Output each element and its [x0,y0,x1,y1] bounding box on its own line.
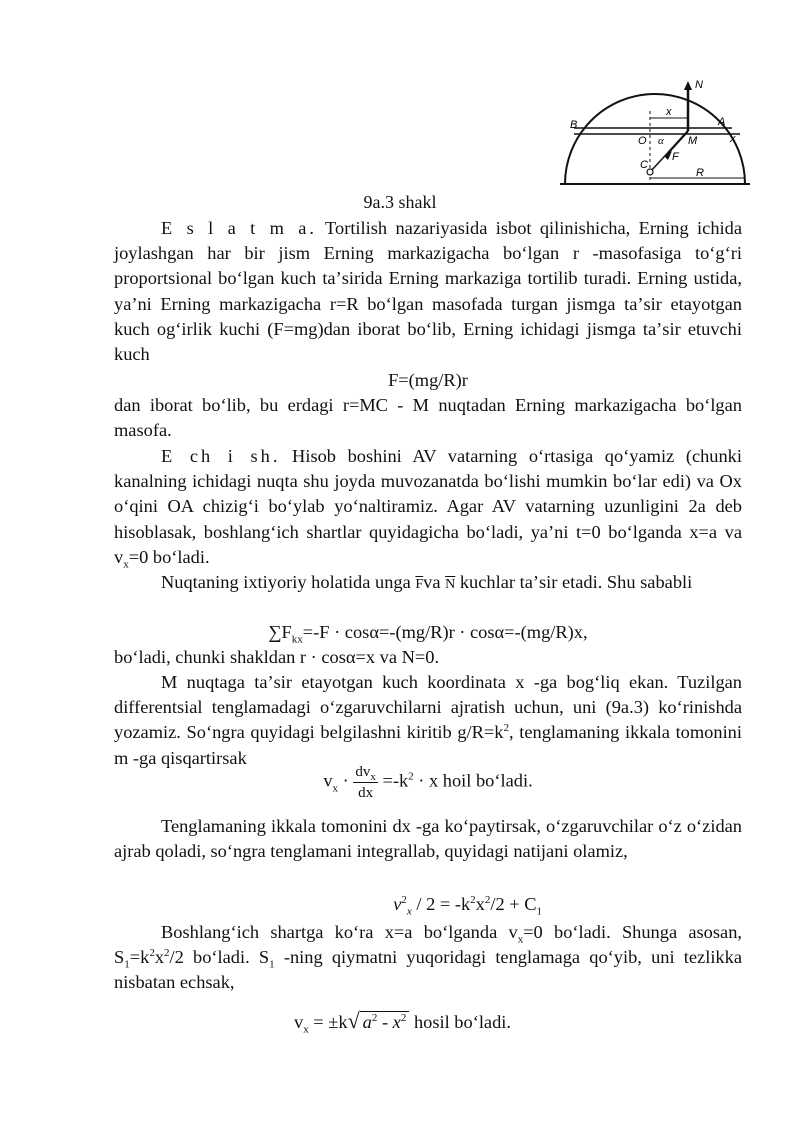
forces-a: Nuqtaning ixtiyoriy holatida unga [161,572,416,592]
formula-4 [114,892,742,917]
initial-sup2: 2 [164,947,170,960]
M-paragraph [114,670,742,771]
formula5-minus: - [377,1012,393,1032]
earth-tunnel-figure [560,76,750,186]
initial-c: =k [129,947,150,968]
formula-2 [114,620,742,645]
formula5-v: v [294,1012,304,1032]
M-a: M nuqtaga taʼsir etayotgan kuch koordinata x -ga bogʻliq ekan. Tuzilgan differentsial tenglamadagi oʻzgaruvchilarni ajratish uchun, uni (9a.3) koʻrinishda yozamiz. Soʻngra quyidagi belgilashni kiritib g/R=k [114,672,742,743]
forces-paragraph [114,570,742,597]
formula3-num-sub: x [370,771,376,783]
para-after-formula1-text: dan iborat boʻlib, bu erdagi r=MC - M nuqtadan Erning markazigacha boʻlgan masofa. [114,395,742,441]
label-C: C [640,159,648,171]
formula4-sup3: 2 [484,893,491,906]
initial-f: -ning qiymatni yuqoridagi tenglamaga qoʻyib, uni tezlikka nisbatan echsak, [114,947,742,993]
formula3-den: dx [358,785,374,801]
formula-1: F=(mg/R)r [388,370,468,390]
formula4-sup: 2 [401,893,407,906]
label-B: B [570,119,578,131]
formula2-sum: ∑ [268,622,282,642]
formula3-rhs2: · x [413,770,439,791]
formula3-rhs: =-k [382,770,409,791]
formula5-sup2: 2 [400,1011,407,1024]
solution-sub: x [123,558,129,571]
initial-e: /2 boʻladi. S [169,947,270,968]
label-M: M [688,135,698,147]
label-F: F [672,151,679,163]
solution-paragraph [114,444,742,570]
label-O: O [638,135,647,147]
note-text: Tortilish nazariyasida isbot qilinishicha, Erning ichida joylashgan har bir jism Erning markazigacha boʻlgan r -masofasiga toʻgʻri proportsional boʻlgan kuch taʼsirida Erning markaziga tortilib turadi. Erning ustida, yaʼni Erning markazigacha r=R boʻlgan masofada turgan jismga taʼsir etayotgan kuch ogʻirlik kuchi (F=mg)dan iborat boʻlib, Erning ichidagi jismga taʼsir etuvchi kuch [114,218,742,365]
solution-end: =0 boʻladi. [128,546,210,567]
initial-sub1: 1 [124,958,130,971]
formula5-x: x [392,1012,401,1032]
formula3-vx: v [323,770,333,791]
solution-text: Hisob boshini AV vatarning oʻrtasiga qoʻyamiz (chunki kanalning ichidagi nuqta shu joyda muvozanatda boʻlishi mumkin boʻlar edi) va Ox oʻqini OA chizigʻi boʻylab yoʻnaltiramiz. Agar AV vatarning uzunligini 2a deb hisoblasak, boshlangʻich shartlar quyidagicha boʻladi, yaʼni t=0 boʻlganda x=a va v [114,446,742,567]
M-sup: 2 [503,722,509,735]
M-b: , tenglamaning ikkala tomonini m -ga qisqartirsak [114,722,742,768]
label-A: A [718,116,726,128]
forces-va: va [423,572,446,592]
forces-b: kuchlar taʼsir etadi. Shu sababli [455,572,693,592]
formula5-a: a [362,1012,372,1032]
para-after-formula1 [114,393,742,443]
force-N-vector: $\overline{N}$ [445,577,456,592]
formula2-F: F [281,622,292,642]
label-alpha: α [658,135,664,147]
sqrt-icon: √ [347,1008,360,1033]
formula5-radicand [360,1011,410,1032]
formula4-sup2: 2 [470,893,476,906]
integration-paragraph [114,814,742,864]
initial-sup1: 2 [149,947,155,960]
figure-svg [560,76,750,186]
formula-3 [114,762,742,803]
label-N: N [695,79,703,91]
integration-text: Tenglamaning ikkala tomonini dx -ga koʻpaytirsak, oʻzgaruvchilar oʻz oʻzidan ajrab qoladi, soʻngra tenglamani integrallab, quyidagi natijani olamiz, [114,816,742,862]
formula3-fraction [353,762,378,803]
label-x-axis: x [730,133,736,145]
formula3-vx-sub: x [332,782,339,795]
formula4-sub: x [406,905,412,918]
note-label: E s l a t m a. [161,218,318,238]
initial-paragraph [114,920,742,996]
initial-a: Boshlangʻich shartga koʻra x=a boʻlganda v [161,922,518,942]
formula2-sub: kx [291,633,303,646]
formula3-dot: · [338,770,354,791]
formula3-tail: hoil boʻladi. [438,770,533,791]
formula5-eq: = ±k [308,1012,348,1032]
initial-d: x [154,947,165,968]
formula5-tail: hosil boʻladi. [409,1012,511,1032]
note-paragraph [114,216,742,367]
formula4-x: x [475,894,485,914]
formula5-sup: 2 [371,1011,378,1024]
formula4-rest2: /2 + C [490,894,537,914]
initial-sub3: 1 [269,958,275,971]
because-text: boʻladi, chunki shakldan r · cosα=x va N=0. [114,647,440,667]
figure-caption: 9a.3 shakl [363,192,437,212]
solution-label: E ch i sh. [161,446,281,466]
formula2-rest: =-F · cosα=-(mg/R)r · cosα=-(mg/R)x, [302,622,588,642]
formula5-sub: x [303,1023,309,1036]
initial-b: =0 boʻladi. Shunga asosan, S [114,922,742,968]
formula4-rest: / 2 = -k [411,894,471,914]
force-F-vector: $\overline{F}$ [415,577,424,592]
initial-sub: x [517,933,524,946]
formula3-num: dv [355,764,371,780]
label-R: R [696,167,704,179]
label-x-top: x [666,106,672,118]
formula3-sup: 2 [408,770,414,783]
because-paragraph [114,645,742,670]
formula4-sub2: 1 [536,905,542,918]
formula4-v: v [393,894,402,914]
formula-5 [114,1008,742,1035]
